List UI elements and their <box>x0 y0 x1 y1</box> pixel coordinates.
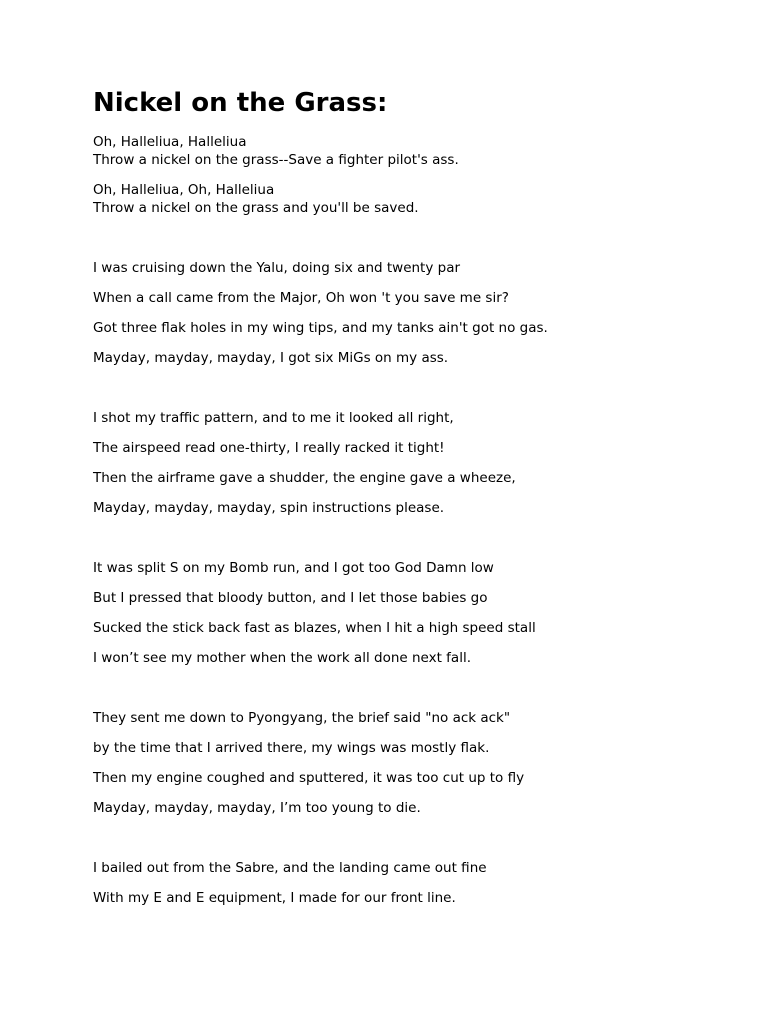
verse-line: But I pressed that bloody button, and I let those babies go <box>93 590 488 606</box>
verse-line: by the time that I arrived there, my wings was mostly flak. <box>93 740 490 756</box>
verse-line: Mayday, mayday, mayday, I’m too young to die. <box>93 800 421 816</box>
verse-line: I won’t see my mother when the work all done next fall. <box>93 650 471 666</box>
chorus-line: Throw a nickel on the grass and you'll be saved. <box>93 200 419 216</box>
verse-line: Sucked the stick back fast as blazes, when I hit a high speed stall <box>93 620 536 636</box>
document-title: Nickel on the Grass: <box>93 88 388 118</box>
verse-line: I shot my traffic pattern, and to me it looked all right, <box>93 410 454 426</box>
verse-line: The airspeed read one-thirty, I really racked it tight! <box>93 440 445 456</box>
verse-line: Mayday, mayday, mayday, I got six MiGs on my ass. <box>93 350 449 366</box>
verse-line: Then my engine coughed and sputtered, it was too cut up to fly <box>93 770 525 786</box>
chorus-line: Oh, Halleliua, Oh, Halleliua <box>93 182 275 198</box>
verse-line: They sent me down to Pyongyang, the brief said "no ack ack" <box>93 710 511 726</box>
chorus-line: Throw a nickel on the grass--Save a fighter pilot's ass. <box>93 152 459 168</box>
verse-line: I bailed out from the Sabre, and the landing came out fine <box>93 860 487 876</box>
chorus-line: Oh, Halleliua, Halleliua <box>93 134 247 150</box>
verse-line: Then the airframe gave a shudder, the engine gave a wheeze, <box>93 470 516 486</box>
verse-line: Mayday, mayday, mayday, spin instructions please. <box>93 500 445 516</box>
verse-line: I was cruising down the Yalu, doing six and twenty par <box>93 260 461 276</box>
verse-line: Got three flak holes in my wing tips, and my tanks ain't got no gas. <box>93 320 548 336</box>
verse-line: With my E and E equipment, I made for our front line. <box>93 890 456 906</box>
verse-line: It was split S on my Bomb run, and I got too God Damn low <box>93 560 494 576</box>
verse-line: When a call came from the Major, Oh won 't you save me sir? <box>93 290 509 306</box>
